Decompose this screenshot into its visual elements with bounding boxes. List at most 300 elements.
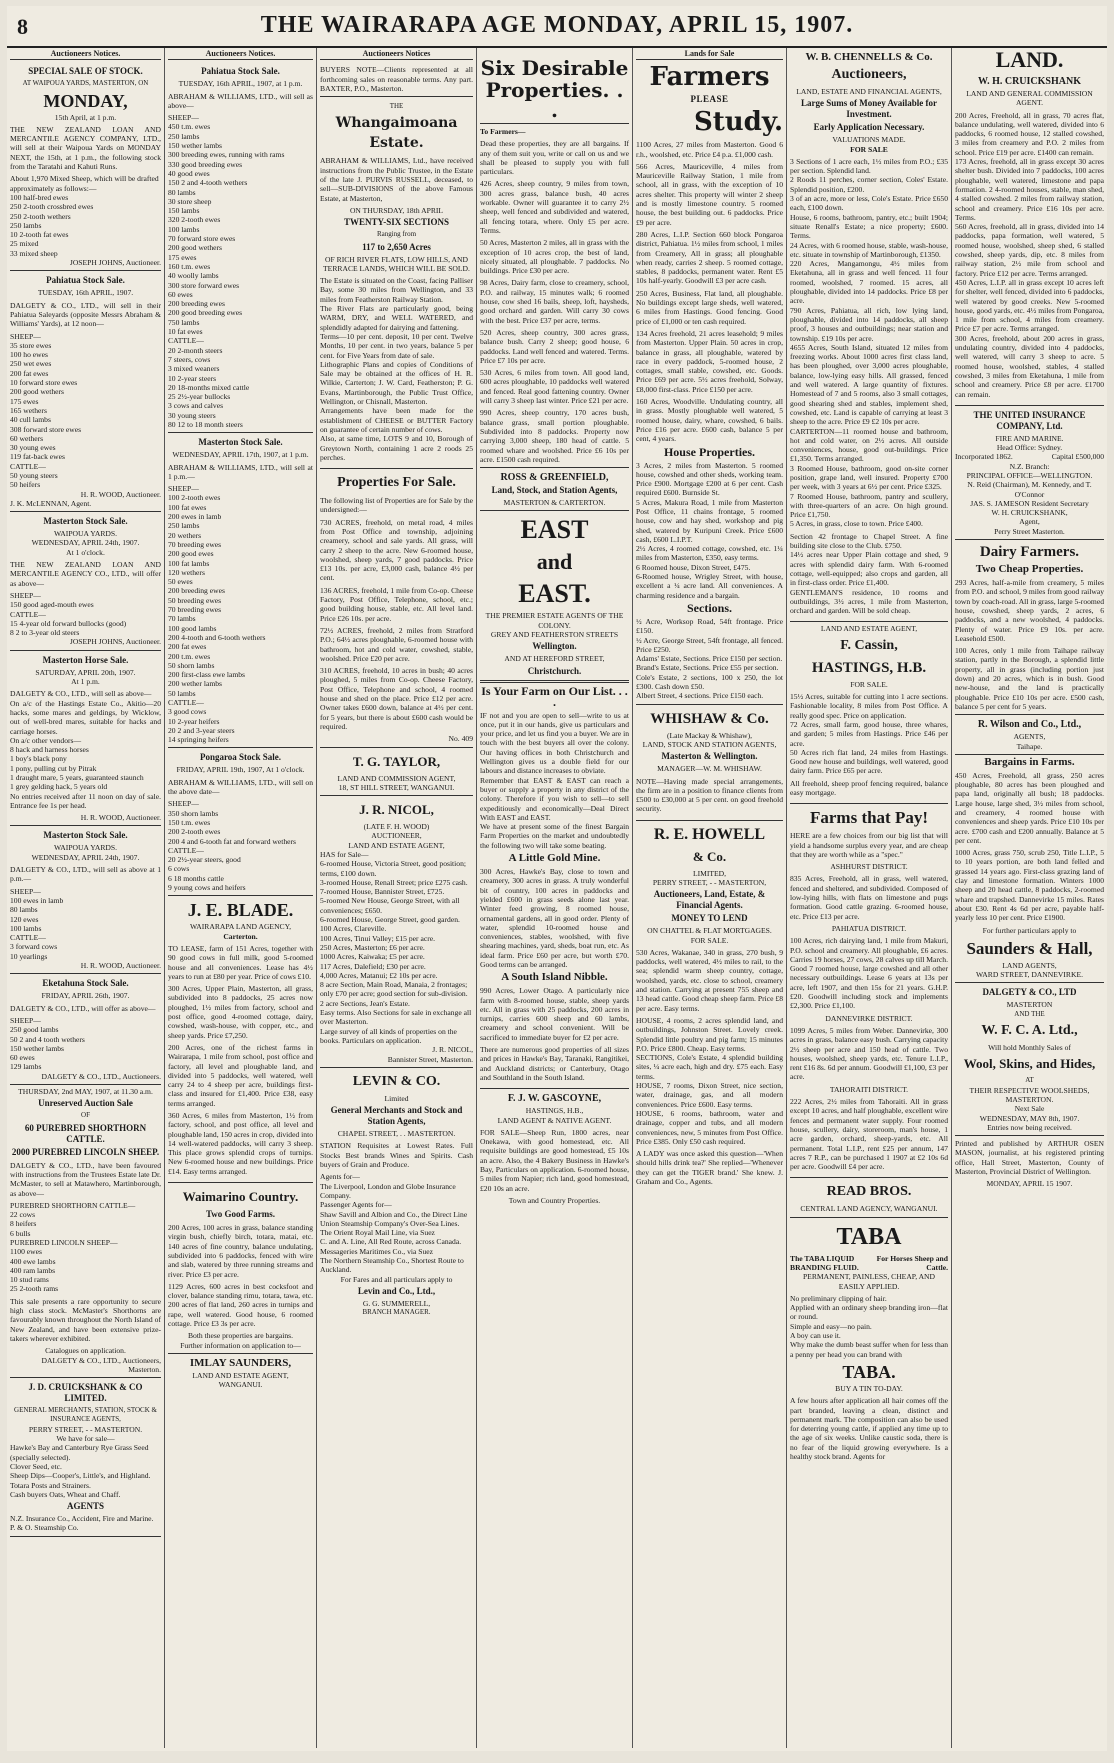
east-title: EAST. [518,579,591,609]
listing: TO LEASE, farm of 151 Acres, together with 90 good cows in full milk, good 5-roomed house and all conveniences. Lease has 4½ years to run at £80 per year. Price of cows £10. [168,943,313,981]
advert-subtitle: LAND AND ESTATE AGENT, [820,624,918,634]
advert-date: WEDNESDAY, MAY 8th, 1907. [979,1113,1080,1123]
howell-advert [636,821,783,1193]
imprint-date: MONDAY, APRIL 15 1907. [986,1179,1073,1189]
advert-and: AND THE [1014,1009,1045,1018]
east-premier: THE PREMIER ESTATE AGENTS OF THE COLONY. [485,611,624,630]
district-name: PAHIATUA DISTRICT. [831,923,907,933]
advert-title: IMLAY SAUNDERS, [189,1356,292,1369]
advert-title: Waimarino Country. [182,1189,299,1205]
advert-number: No. 409 [448,734,473,744]
advert-for-sale: FOR SALE [850,144,888,154]
advert-of: OF RICH RIVER FLATS, LOW HILLS, AND TERRACE LANDS, WHICH WILL BE SOLD. [323,254,470,273]
farmers-title: Farmers [649,62,770,93]
advert-place: Masterton & Wellington. [661,751,758,762]
advert-place: HASTINGS, H.B. [811,659,927,676]
advert-subtitle: (Late Mackay & Whishaw), [666,730,753,740]
advert-title: WHISHAW & Co. [650,710,769,727]
district-name: ASHHURST DISTRICT. [830,862,908,872]
advert-title: Six Desirable [480,56,629,80]
advert-subtitle: FIRE AND MARINE. [995,433,1064,443]
advert-secretary: JAS. S. JAMESON Resident Secretary [970,498,1089,508]
notice-title: Eketahuna Stock Sale. [42,978,129,989]
notice-date: WEDNESDAY, APRIL 24th, 1907. [31,852,140,862]
imprint: Printed and published by ARTHUR OSEN MASON, journalist, at his registered printing office, Hall Street, Masterton, County of Masterton, Provincial District of Wellington. [955,1139,1104,1177]
listing: 530 Acres, Wakanae, 340 in grass, 270 bush, 9 paddocks, well watered, 4½ miles to rail, to the sea; splendid warm sheep country, cottage, woolshed, yards, etc. close to school, creamery and station. Carrying at present 755 sheep and 13 head cattle. Good cheap sheep farm. Price £8 per acre. Easy terms. [636,947,783,1013]
advert-agent: W. H. CRUICKSHANK, [991,508,1068,518]
advert-listings: 15½ Acres, suitable for cutting into 1 acre sections. Fashionable locality, 8 miles from Post Office. A really good spec. Price on application. 72 Acres, small farm, good house, three whares, and garden; 5 miles from Hastings. Price £46 per acre. 50 Acres rich flat land, 24 miles from Hastings. Good new house and buildings, well watered, good dairy farm. Price £65 per acre. [790,692,948,776]
advert-title: Properties For Sale. [337,475,456,491]
blade-advert [168,896,313,1183]
pahiatua-sale-notice [10,271,161,512]
advert-capital: Capital £500,000 [1051,452,1104,462]
listing: 426 Acres, sheep country, 9 miles from town, 300 acres grass, balance bush, 40 acres workable. Owner will guarantee it to carry 2½ sheep, well fenced and subdivided and watered, all fencing totara, where. Only £5 per acre. Terms. [480,179,629,235]
advert-lines: Shaw Savill and Albion and Co., the Direct Line Union Steamship Company's Over-Sea Lines. The Orient Royal Mail Line, via Suez C. and A. Line, All Red Route, across Canada. Messageries Maritimes Co., via Suez The Northern Steamship Co., Shortest Route to Auckland. [320,1209,468,1275]
listing: 1000 Acres, grass 750, scrub 250, Title L.I.P., 5 to 10 years portion, are both land felled and grassed 14 years ago. First-class grazing land of clay and limestone formation. Winters 1000 sheep and 20 head cattle, 8 paddocks, 2-roomed whare and trapshed. Dannevirke 15 miles. Rates about £30. Rent 4s 6d per acre, payable half-yearly less 10 per cent. Price £1900. [955,848,1104,923]
advert-items: 6-roomed House, Victoria Street, good position; terms, £100 down. 3-roomed House, Renall Street; price £275 cash. 7-roomed House, Bannister Street, £725. 5-roomed New House, George Street, with all conveniences; £650. 6-roomed House, George Street, good garden. 100 Acres, Clareville. 100 Acres, Tinui Valley; £15 per acre. 250 Acres, Masterton; £6 per acre. 1000 Acres, Kaiwaka; £5 per acre. 117 Acres, Dalefield; £30 per acre. 4,000 Acres, Matanui; £2 10s per acre. 8 acre Section, Main Road, Manaia, 2 frontages; only £70 per acre; good section for sub-division. 2 acre Sections, Jean's Estate. Easy terms. Also Sections for sale in exchange all over Masterton. Large survey of all kinds of properties on the books. Particulars on application. [320,859,472,1045]
listing: 293 Acres, half-a-mile from creamery, 5 miles from P.O. and school, 9 miles from good railway town by coach-road. All in grass, large 5-roomed house, cowshed, sheep yards, 2 acres, 6 paddocks, and a new woolshed, 4 paddocks. Plenty of water. Price £9 10s. per acre. Leasehold £500. [955,578,1104,643]
district-name: DANNEVIRKE DISTRICT. [825,1013,913,1023]
advert-listings: Section 42 frontage to Chapel Street. A fine building site close to the Club. £750. 14½ acres near Upper Plain cottage and shed, 9 acres with splendid dairy farm. With 6-roomed cottage, well-equipped; also crops and garden, all in first-class order. Price £1,400. GENTLEMAN'S residence, 10 rooms and outbuildings, 3½ acres, 1 mile from Masterton, orchard and garden. Will be sold cheap. [790,531,948,616]
listing: 1129 Acres, 600 acres in best cocksfoot and clover, balance standing rimu, totara, tawa, etc. 200 acres of flat land, 260 acres in turnips and rape, well watered. Good house, 6 roomed cottage. Price £3 3s per acre. [168,1281,313,1329]
notice-body: ABRAHAM & WILLIAMS, LTD., will sell on the above date— [168,777,313,797]
east-closing: There are numerous good properties of all sizes and prices in Hawke's Bay, Taranaki, Rangitikei, and Auckland districts; or Canterbury, Otago and Southland in the South Island. [480,1045,629,1082]
advert-manager-title: BRANCH MANAGER. [362,1308,431,1317]
advert-body: ABRAHAM & WILLIAMS, Ltd., have received instructions from the Public Trustee, in the Estate of the late J. PURVIS RUSSELL, deceased, to sell—SUB-DIVISIONS of the above Famous Estate, at Masterton, [320,156,473,203]
advert-subtitle: LAND AGENT & NATIVE AGENT. [497,1115,612,1125]
listing: 250 Acres, Business, Flat land, all ploughable. No buildings except large sheds, well watered, 6 miles from Hastings. Good fencing. Good price of £1,000 or ten cash required. [636,288,783,326]
notice-items: SHEEP— 100 2-tooth ewes 100 fat ewes 200 ewes in lamb 250 lambs 20 wethers 70 breeding ewes 200 good ewes 100 fat lambs 120 wethers 50 ewes 200 breeding ewes 50 breeding ewes 70 breeding ewes 70 lambs 100 good lambs 200 4-tooth and 6-tooth wethers 200 fat ewes 200 t.m. ewes 50 shorn lambs 200 first-class ewe lambs 200 wether lambs 50 lambs CATTLE— 3 good cows 10 2-year heifers 20 2 and 3-year steers 14 springing heifers [168,484,266,745]
advert-manager: MANAGER—W. M. WHISHAW. [657,764,762,774]
advert-title: Farms that Pay! [809,808,929,828]
taba-right: For Horses Sheep and Cattle. [876,1253,948,1272]
notice-signature: H. R. WOOD, Auctioneer. [80,489,161,499]
notice-signature: H. R. WOOD, Auctioneer. [80,813,161,823]
advert-at: AT [1025,1076,1034,1085]
notice-place: WAIPOUA YARDS. [53,843,117,853]
listing: 72½ ACRES, freehold, 2 miles from Stratford P.O.; 64½ acres ploughable, 6-roomed house with bathroom, hot and cold water, cowshed, stable, woolshed. Price £20 per acre. [320,625,473,663]
notice-body: DALGETY & CO., LTD., have been favoured with instructions from the Trustees Estate late Dr. McMaster, to sell at Matawhero, Martinborough, as above— [10,1160,161,1198]
bargains-title: Bargains in Farms. [984,755,1075,768]
advert-principal: PRINCIPAL OFFICE—WELLINGTON. [966,470,1093,480]
notice-title: Masterton Stock Sale. [43,516,128,527]
notice-body: DALGETY & CO., LTD., will sell in their Pahiatua Saleyards (opposite Messrs Abraham & Williams' Yards), at 12 noon— [10,300,161,329]
advert-to-farmers: To Farmers— [480,127,526,136]
advert-subtitle: AGENTS, [1013,732,1046,742]
east-place: Wellington. [532,641,577,652]
listing: 100 Acres, only 1 mile from Taihape railway station, partly in the Borough, a splendid little property, all in grass (including portion just down) and 20 acres, which is in bush. Good new-house, and the land is practically ploughable. Price £10 10s per acre. £500 cash, balance 5 per cent for 5 years. [955,646,1104,711]
advert-intro: Dead these properties, they are all bargains. If any of them suit you, write or call on us and we shall be pleased to supply you with full particulars. [480,139,629,177]
advert-title: J. E. BLADE. [187,900,294,921]
nicol-advert [320,796,473,1068]
advert-title: Saunders & Hall, [966,938,1093,958]
advert-listings: 3 Sections of 1 acre each, 1½ miles from P.O.; £35 per section. Splendid land. 2 Roods 11 perches, corner section, Coles' Estate. Splendid position, £200. 3 of an acre, more or less, Cole's Estate. Price £650 each, £100 down. House, 6 rooms, bathroom, pantry, etc.; built 1904; situate Renall's Estate; a nice property; £600. Terms. 24 Acres, with 6 roomed house, stable, wash-house, etc. situate in township of Martinborough, £1350. 220 Acres, Mangamongu, 4½ miles from Eketahuna, all in grass and well fenced. 11 four roomed, woolshed, 7 roomed. 15 acres, all ploughable, divided into 14 paddocks. Price £8 per acre. 790 Acres, Pahiatua, all rich, low lying land, ploughable, divided into 14 paddocks, all sheep proof, 3 houses and outbuildings; near station and township. £19 10s per acre. 4655 Acres, South Island, situated 12 miles from freezing works. About 1000 acres first class land, has been ploughed, over 3,000 acres ploughable, balance, low-lying easy hills. All grassed, fenced and well watered. A large quantity of fixtures. Homestead of 7 and 5 rooms, also 3 small cottages, good shearing shed and stables, implement shed, cowshed, etc. Land is capable of carrying at least 3 sheep to the acre. Price £9 £2 10s per acre. CARTERTON—11 roomed house and bathroom, hot and cold water, on 2½ acres. All outside conveniences, house, good out-buildings. Price £1,350. Terms arranged. 3 Roomed House, bathroom, good on-site corner position, grape land, well insured. Property £700 per week, with 3 years at 6½ per cent. Price £325. 7 Roomed House, bathroom, pantry and scullery, with three-quarters of an acre. On high ground. Price £1,750. 5 Acres, in grass, close to town. Price £400. [790,156,948,529]
advert-place: Carterton. [223,931,258,941]
advert-place: MASTERTON [1006,1000,1053,1010]
advert-for-sale: FOR SALE. [850,679,888,689]
nibble-title: A South Island Nibble. [501,971,608,984]
notice-date: FRIDAY, APRIL 19th, 1907, At 1 o'clock. [176,765,305,775]
listing: 566 Acres, Mauriceville, 4 miles from Mauriceville Railway Station, 1 mile from school, all in grass, with the exception of 10 acres shelter. This property will winter 2 sheep and is mostly limestone country. 5 roomed house, the best building out. 6 paddocks. Price £9 per acre. [636,161,783,227]
advert-agents-for: Agents for— [320,1172,360,1182]
listing: 450 Acres, Freehold, all grass, 250 acres ploughable, 80 acres has been ploughed and papa land, originally all bush; 18 paddocks. Large house, large shed, 3½ miles from school, and creamery, 4 roomed house with conveniences and sheep yards. Price £10 10s per acre. £700 cash and £200 annually. Balance at 5 per cent. [955,770,1104,845]
notice-items: SHEEP— 35 store ewes 100 ho ewes 250 wet ewes 200 fat ewes 10 forward store ewes 200 good wethers 175 ewes 165 wethers 40 cull lambs 308 forward store ewes 60 wethers 30 young ewes 119 fat-back ewes CATTLE— 50 young steers 50 heifers [10,331,82,490]
advert-subtitle: WAIRARAPA LAND AGENCY, [189,922,292,932]
notice-title: Masterton Horse Sale. [42,654,129,665]
advert-place: Taihape. [1016,741,1043,751]
notice-title: SPECIAL SALE OF STOCK. [28,66,143,77]
listing: 1099 Acres, 5 miles from Weber. Dannevirke, 300 acres in grass, balance easy bush. Carrying capacity 2½ sheep per acre and 150 head of cattle. Two houses, woolshed, sheep yards, etc. Tenure L.I.P., rent £16 8s. 6d per annum. Goodwill £1,100, £3 per acre. [790,1025,948,1082]
advert-details: The Estate is situated on the Coast, facing Palliser Bay, some 30 miles from Wellington, and 33 miles from Featherston Railway Station. The River Flats are particularly good, being WARM, DRY, and WELL WATERED, and splendidly adapted for dairying and fattening. Terms—10 per cent. deposit, 10 per cent. Twelve Months, 10 per cent. in two years, balance 5 per cent. for Five Years from date of sale. Lithographic Plans and copies of Conditions of Sale may be obtained at the offices of H. R. Wilkie, Carterton; J. W. Card, Featherston; P. G. Evans, Martinborough, the Public Trust Office, Wellington, or Chisnall, Masterton. Arrangements have been made for the establishment of CHEESE or BUTTER Factory on guarantee of certain number of cows. Also, at same time, LOTS 9 and 10, Borough of Greytown North, containing 1 acre 2 roods 25 perches. [320,276,473,462]
advert-subtitle: LAND AND ESTATE AGENT, [348,840,445,850]
advert-money: MONEY TO LEND [671,913,748,924]
listing: 360 Acres, 6 miles from Masterton, 1½ from factory, school, and post office, all level and ploughable land, 150 acres in crop, divided into 14 well-watered paddocks, will carry 3 sheep. This place grows splendid crops of turnips. New 6-roomed house and new buildings. Price £14. Easy terms arranged. [168,1110,313,1176]
section-listings: ½ Acre, Worksop Road, 54ft frontage. Price £150. ½ Acre, George Street, 54ft frontage, all fenced. Price £250. Adams' Estate, Sections. Price £150 per section. Brand's Estate, Sections. Price £55 per section. Cole's Estate, 2 sections, 100 x 250, the lot £300. Cash down £50. Albert Street, 4 sections. Price £150 each. [636,616,783,701]
notice-date: WEDNESDAY, APRIL 17th, 1907, at 1 p.m. [172,450,309,460]
advert-subtitle: LAND AND COMMISSION AGENT, [337,773,456,783]
gascoyne-advert [480,1089,629,1208]
advert-subtitle: AUCTIONEER, [371,831,422,841]
please-title: PLEASE [690,94,729,105]
advert-subtitle: Auctioneers, [831,67,907,82]
notice-items: PUREBRED SHORTHORN CATTLE— 22 cows 8 heifers 6 bulls PUREBRED LINCOLN SHEEP— 1100 ewes 400 ewe lambs 400 ram lambs 10 stud rams 25 2-tooth rams [10,1200,136,1294]
wilson-advert [955,714,1104,755]
taba-left: The TABA LIQUID BRANDING FLUID. [790,1253,859,1272]
study-title: Study. [693,107,783,138]
advert-directors: N. Reid (Chairman), M. Kennedy, and T. O'Connor [967,480,1092,499]
further-particulars: For further particulars apply to [982,925,1077,935]
masterton-sale-notice [168,433,313,748]
notice-title: Masterton Stock Sale. [43,830,128,841]
advert-limited: LIMITED, [692,868,727,878]
advert-branch: N.Z. Branch: [1009,461,1050,471]
listing: 200 Acres, one of the richest farms in Wairarapa, 1 mile from school, post office and factory, all level and ploughable land, and divided into 5 paddocks, well watered, well carry 24 to 4 sheep per acre, buildings first-class and insured for £1,400. Price £38, easy terms arranged. [168,1042,313,1108]
notice-catalogues: Catalogues on application. [45,1346,126,1356]
advert-for-sale: FOR SALE. [690,935,729,945]
waimarino-advert [168,1183,313,1354]
advert-title: THE UNITED INSURANCE COMPANY, Ltd. [973,409,1086,431]
district-name: TAHORAITI DISTRICT. [829,1084,909,1094]
notice-title: Masterton Stock Sale. [198,437,283,448]
masterton-sale-notice [10,512,161,651]
taylor-advert [320,748,473,797]
advert-subtitle: (LATE F. H. WOOD) [363,822,430,832]
advert-money-sub: ON CHATTEL & FLAT MORTGAGES. [647,926,772,936]
notice-title: Pahiatua Stock Sale. [46,275,125,286]
taba-title: TABA [836,1223,902,1250]
notice-title: Pahiatua Stock Sale. [201,66,280,77]
advert-subtitle: Land, Stock, and Station Agents, [491,485,618,496]
read-advert [790,1178,948,1217]
notice-line: 2000 PUREBRED LINCOLN SHEEP. [11,1146,160,1157]
east-list-body: IF not and you are open to sell—write to us at once, put it in our hands, give us particulars and your price, and let us find you a buyer. We are in touch with the best buyers all over the colony. Our having offices in both Christchurch and Wellington gives us a double field for our labours and distance increases to obviate. Remember that EAST & EAST can reach a buyer or supply a property in any district of the colony. Therefore if you wish to sell—to sell expeditiously and economically—Deal Direct With EAST and EAST. We have at present some of the finest Bargain Farm Properties on the market and undoubtedly the following two will take some beating. [480,710,629,850]
advert-for-sale: We have for sale— [56,1434,115,1444]
cruickshank-advert [10,1378,161,1537]
advert-place: MASTERTON. [1005,1094,1054,1104]
taba-body: No preliminary clipping of hair. Applied with an ordinary sheep branding iron—flat or round. Simple and easy—no pain. A boy can use it. Why make the dumb beast suffer when for less than a penny per head you can brand with [790,1293,948,1359]
notice-time: At 1 p.m. [71,677,100,687]
united-insurance-advert [955,406,1104,540]
farms-pay-advert [790,804,948,1178]
advert-subtitle: Auctioneers, Land, Estate, & Financial Agents. [653,889,766,911]
notice-date: SATURDAY, APRIL 20th, 1907. [35,667,136,677]
advert-title: W. B. CHENNELLS & Co. [805,51,933,63]
notice-items: SHEEP— 250 good lambs 50 2 and 4 tooth wethers 150 wether lambs 60 ewes 129 lambs [10,1015,85,1072]
masterton-sale-notice-2 [10,826,161,974]
notice-day: MONDAY, [43,90,128,111]
advert-entries: Entries now being received. [987,1122,1072,1132]
notice-line: 60 PUREBRED SHORTHORN CATTLE. [24,1122,147,1144]
advert-note: NOTE—Having made special arrangements, the firm are in a position to finance clients from £500 to £30,000 at 5 per cent. on good freehold security. [636,776,783,814]
advert-title: DALGETY & CO., LTD [982,987,1077,998]
dalgety-wool-advert [955,983,1104,1136]
levin-advert [320,1068,473,1321]
listing: 100 Acres, rich dairying land, 1 mile from Makuri, P.O. school and creamery. All ploughable, £6 acres. Carries 19 horses, 27 cows, 28 calves up till March. Good 7 roomed house, large cowshed and all other necessary outbuildings. Lease 6 years at 13s per acre, left 1907, and then 15s for 21 years. G.H.P. £20. Goodwill including stock and implements £2,300. Price £1,100. [790,936,948,1011]
section-header: Auctioneers Notices. [10,48,161,60]
column-5 [633,48,787,1748]
advert-agents-title: AGENTS [66,1501,104,1512]
advert-limited: Limited [384,1093,409,1103]
advert-head-office: Head Office: Sydney. [996,443,1063,453]
notice-items: About 1,970 Mixed Sheep, which will be drafted approximately as follows:— 100 half-bred ewes 250 2-tooth crossbred ewes 250 2-tooth wethers 250 lambs 10 2-tooth fat ewes 25 mixed 33 mixed sheep [10,174,159,258]
properties-advert [320,469,473,747]
advert-body: FOR SALE—Sheep Run, 1800 acres, near Onekawa, with good homestead, etc. All requisite buildings are good homestead, £5 10s an acre. Also, the 4 Bakery Business in Hawke's Bay, Particulars on application. 6-roomed house, 5 miles from Napier; rich land, good homestead, £20 10s an acre. [480,1127,629,1193]
notice-date: 15th April, at 1 p.m. [54,112,117,122]
advert-address: PERRY STREET, - - MASTERTON, [652,878,767,887]
listing: 50 Acres, Masterton 2 miles, all in grass with the exception of 10 acres crop, the best of land, nicely situated, all ploughable. 7 paddocks. No buildings. Price £30 per acre. [480,238,629,276]
notice-signature: H. R. WOOD, Auctioneer. [80,961,161,971]
listing: 160 Acres, Woodville. Undulating country, all in grass. Mostly ploughable well watered, 5 roomed house, dairy, whare, cowshed, 6 bails. Price £16 per acre. £600 cash, balance 5 per cent, 4 years. [636,397,783,444]
pahiatua-sale-notice [168,62,313,433]
advert-co: & Co. [692,848,727,864]
advert-wfca: W. F. C. A. Ltd., [981,1023,1078,1039]
advert-title: ROSS & GREENFIELD, [500,472,609,484]
section-header: Auctioneers Notices [320,48,473,60]
taba-buy: BUY A TIN TO-DAY. [835,1383,903,1393]
east-and: and [536,549,573,575]
section-header: Auctioneers Notices. [168,48,313,60]
cassin-advert [790,622,948,804]
advert-subtitle: CENTRAL LAND AGENCY, WANGANUI. [800,1204,938,1214]
advert-will-hold: Will hold Monthly Sales of [988,1043,1071,1053]
column-7 [952,48,1107,1748]
advert-title: R. Wilson and Co., Ltd., [977,719,1082,731]
imlay-advert [168,1354,313,1393]
east-place: Christchurch. [527,665,582,676]
listing: 222 Acres, 2½ miles from Tahoraiti. All in grass except 10 acres, and half ploughable, excellent wire fences and permanent water supply. Four roomed house, scullery, dairy, storeroom, man's house, 1 acre garden, orchard, sheep-yards, etc. All permanent. Total L.I.P., rent £25 per annum, 147 acres 7 R.P., can be purchased 1 1907 at £2 10s 6d per acre. Goodwill £4 per acre. [790,1097,948,1172]
advert-address: 18, ST HILL STREET, WANGANUI. [338,782,455,792]
advert-next: Next Sale [1014,1104,1045,1114]
page-number: 8 [17,14,28,39]
advert-address: Bannister Street, Masterton. [387,1054,473,1064]
notice-body: DALGETY & CO., LTD., will sell as above— On a/c of the Hastings Estate Co., Akitio—20 hacks, some mares and geldings, by Wicklow, out of well-bred mares, suitable for hacks and carriage horses. On a/c other vendors— 8 hack and harness horses 1 boy's black pony 1 pony, pulling cut by Pitrak 1 draught mare, 5 years, guaranteed staunch 1 grey gelding hack, 5 years old No entries received after 11 noon on day of sale. Entrance fee 1s per head. [10,689,161,810]
advert-address: PERRY STREET, - - MASTERTON. [28,1424,143,1434]
taba-footer: A few hours after application all hair comes off the part branded, leaving a clean, distinct and permanent mark. The composition can also be used for deterring young cattle, if applied any time up to the age of six weeks. Unlike caustic soda, there is no fear of the liquid growing everywhere. Is a healthy stock brand. Agents for [790,1396,948,1462]
advert-listings: 200 Acres, Freehold, all in grass, 70 acres flat, balance undulating, well watered, divided into 6 paddocks, 6 roomed house, 12 stalled cowshed, 3 miles from creamery and P.O. 2 miles from school. Price £19 per acre. £1400 can remain. 173 Acres, freehold, all in grass except 30 acres shelter bush. Divided into 7 paddocks, 100 acres ploughable, well watered, limestone and papa formation. 2 4-roomed houses, stable, man shed, 4 stalled cowshed. 2 miles from railway station, school and creamery. Price £16 10s per acre. Terms. 560 Acres, freehold, all in grass, divided into 14 paddocks, papa formation, well watered, 5 roomed house, woolshed, sheep shed, 6 stalled cowshed, sheep yards, dip, etc. 8 miles from railway station, 2½ mile from school and factory. Price £12 per acre. Terms arranged. 450 Acres, L.I.P. all in grass except 10 acres left for shelter, well fenced, divided into 6 paddocks, well watered by good creeks. New 5-roomed house, good yards, etc. 4½ miles from Pongaroa, 1 mile from school, 4 miles from creamery. Price £7 per acre. Terms arranged. 300 Acres, freehold, about 200 acres in grass, undulating country, divided into 4 paddocks, well watered, will carry 3 sheep to acre. 5 roomed house, woolshed, stables, 4 stalled cowshed, 3 miles from Eketahuna, 1 mile from school and creamery. Price £8 per acre. £1700 can remain. [955,110,1104,399]
advert-acres: 117 to 2,650 Acres [362,241,431,252]
column-6 [787,48,952,1748]
newspaper-page [7,6,1107,1751]
whishaw-advert [636,704,783,821]
advert-place: MASTERTON & CARTERTON. [503,498,606,508]
advert-subtitle: LAND AND GENERAL COMMISSION AGENT. [966,89,1093,108]
pongaroa-sale-notice [168,748,313,896]
newspaper-title: THE WAIRARAPA AGE MONDAY, APRIL 15, 1907. [260,12,854,38]
sections-title: Sections. [687,600,732,615]
listing: 310 ACRES, freehold, 10 acres in bush; 40 acres ploughed, 5 miles from Co-op. Cheese Factory, Post Office, Telephone and school, 4 roomed house and shed on the place. Price £12 per acre. Owner takes £600 down, balance at 4½ per cent. for 5 years, but there is about £600 cash would be required. [320,666,473,731]
notice-time: At 1 o'clock. [66,547,105,557]
advert-title: W. H. CRUICKSHANK [978,76,1081,87]
notice-date: TUESDAY, 16th APRIL, 1907. [37,288,134,298]
estate-name: Whangaimoana Estate. [335,115,458,152]
taba-title-2: TABA. [842,1361,896,1382]
advert-address: WARD STREET, DANNEVIRKE. [975,970,1083,980]
notice-signature: DALGETY & CO., LTD., Auctioneers, Masterton. [41,1355,161,1374]
column-4 [477,48,633,1748]
advert-title: T. G. TAYLOR, [352,753,441,769]
advert-early: Early Application Necessary. [813,122,925,133]
advert-further: Further information on application to— [180,1340,301,1350]
estate-advert [320,100,473,469]
taba-advert [790,1218,948,1468]
advert-intro: HERE are a few choices from our big list that will yield a handsome surplus every year, and are cheap that they are worth while as a "spec." [790,831,948,859]
land-title: LAND. [995,48,1064,72]
column-2 [165,48,317,1748]
advert-tea: A LADY was once asked this question—'When should hills drink tea?' She replied—'Whenever they can get the TIGER brand.' She knew. J. Graham and Co., Agents. [636,1149,783,1187]
advert-intro: The following list of Properties are for Sale by the undersigned:— [320,496,473,515]
advert-title: J. D. CRUICKSHANK & CO LIMITED. [28,1382,143,1404]
notice-body: THE NEW ZEALAND LOAN AND MERCANTILE AGENCY CO., LTD., will offer as above— [10,560,161,588]
taba-bullets: PERMANENT, PAINLESS, CHEAP, AND EASILY APPLIED. [802,1272,936,1291]
advert-manager-name: G. G. SUMMERELL, [362,1298,431,1308]
listing: 530 Acres, 6 miles from town. All good land, 600 acres ploughable, 10 paddocks well watered and fenced. Real good fattening country. Owner will carry 3 sheep last winter. Price £21 per acre. [480,368,629,406]
advert-incorporation [955,452,1104,461]
advert-place: WANGANUI. [218,1380,263,1390]
cheap-title: Two Cheap Properties. [975,563,1084,576]
notice-title: Pongaroa Stock Sale. [199,752,282,763]
special-sale-notice [10,62,161,271]
house-listings: HOUSE, 4 rooms, 2 acres splendid land, and outbuildings, Johnston Street. Lovely creek. Splendid little poultry and pig farm; 15 minutes P.O. Price £800. Cheap. Easy terms. SECTIONS, Cole's Estate, 4 splendid building sites, ¼ acre each, high and dry. £75 each. Easy terms. HOUSE, 7 rooms, Dixon Street, nice section, water, drainage, gas, and all modern conveniences. Price £600. Easy terms. HOUSE, 6 rooms, bathroom, water and drainage, copper and tubs, and all modern conveniences, new, 5 minutes from Post Office. Price £385. Only £50 cash required. [636,1015,783,1146]
advert-title: R. E. HOWELL [653,825,766,843]
listing: 300 Acres, Upper Plain, Masterton, all grass, subdivided into 8 paddocks, 25 acres now ploughed, 1½ miles from factory, school and post office, good 4-roomed cottage, dairy, cowshed, wash-house, with copper, etc., and sheep yards. Price £7,250. [168,984,313,1040]
advert-valuations: VALUATIONS MADE. [832,135,906,145]
listing: 990 Acres, Lower Otago. A particularly nice farm with 8-roomed house, stable, sheep yards etc. All in grass with 25 paddocks, 200 acres in turnips, carries 600 sheep and 60 lambs, creamery and school convenient. Will be sacrificed to immediate buyer for £2 per acre. [480,986,629,1042]
advert-subtitle: HAS for Sale— [320,850,369,859]
notice-items: SHEEP— 450 t.m. ewes 250 lambs 150 wether lambs 300 breeding ewes, running with rams 330 good breeding ewes 40 good ewes 150 2 and 4-tooth wethers 80 lambs 30 store sheep 150 lambs 320 2-tooth ewes 100 lambs 70 forward store ewes 200 good wethers 175 ewes 160 t.m. ewes 40 woolly lambs 300 store forward ewes 60 ewes 200 breeding ewes 200 good breeding ewes 750 lambs 10 fat ewes CATTLE— 20 2-month steers 7 steers, cows 3 mixed weaners 10 2-year steers 20 18-months mixed cattle 25 2½-year bullocks 3 cows and calves 30 young steers 80 12 to 18 month steers [168,113,285,429]
listing: 136 ACRES, freehold, 1 mile from Co-op. Cheese Factory, Post Office, Telephone, school, etc.; good building house, stable, etc. All level land. Price £26 10s. per acre. [320,585,473,623]
advert-agents: The Liverpool, London and Globe Insurance Company. [320,1181,456,1200]
saunders-advert [955,935,1104,984]
gold-mine-title: A Little Gold Mine. [508,852,601,865]
east-address: GREY AND FEATHERSTON STREETS [490,629,619,639]
house-listings: 3 Acres, 2 miles from Masterton. 5 roomed house, cowshed and other sheds, working team. Price £900. Mortgage £200 at 6 per cent. Cash required £600. Burnside St. 5 Acres, Makura Road, 1 mile from Masterton Post Office, 11 chains frontage, 5 roomed house, cow and hay shed, workshop and pig shed, watered by Kuripuni Creek. Price £600 cash, £600 L.I.P.T. 2½ Acres, 4 roomed cottage, cowshed, etc. 1¼ miles from Masterton, £350, easy terms. 6 Roomed house, Dixon Street, £475. 6-Roomed house, Wrigley Street, with house, excellent a ¼ acre land. All conveniences. A charming residence and a bargain. [636,460,783,600]
advert-footer: Town and Country Properties. [508,1195,601,1205]
notice-items: SHEEP— 350 shorn lambs 150 t.m. ewes 200 2-tooth ewes 200 4 and 6-tooth fat and forward wethers CATTLE— 20 2½-year steers, good 6 cows 6 18 months cattle 9 young cows and heifers [168,799,296,893]
notice-of: OF [81,1111,90,1120]
columns [7,48,1107,1748]
east-advert [480,511,629,1089]
advert-passenger: Passenger Agents for— [320,1200,392,1210]
advert-incorporated: Incorporated 1862. [955,452,1013,462]
listing: 1100 Acres, 27 miles from Masterton. Good 6 r.h., woolshed, etc. Price £4 p.a. £1,000 cash. [636,140,783,159]
taba-subtitles [790,1254,948,1273]
advert-fares: For Fares and all particulars apply to [340,1274,453,1284]
eketahuna-sale-notice [10,974,161,1085]
notice-note: This sale presents a rare opportunity to secure high class stock. McMaster's Shorthorns are favourably known throughout the North Island of New Zealand, and have been extensive prize-takers wherever exhibited. [10,1296,161,1343]
notice-body: THE NEW ZEALAND LOAN AND MERCANTILE AGENCY COMPANY, LTD., will sell at their Waipoua Yards on MONDAY NEXT, the 15th, at 1 p.m., the following stock from the Taratahi and Kahuti Runs. [10,124,161,172]
advert-line: LAND, ESTATE AND FINANCIAL AGENTS, [796,87,942,96]
notice-body: ABRAHAM & WILLIAMS, LTD., will sell as above— [168,91,313,110]
notice-place: WAIPOUA YARDS. [53,529,117,539]
listing: 200 Acres, 100 acres in grass, balance standing virgin bush, chiefly birch, totara, matai, etc. 140 acres of fine country, balance undulating, subdivided into 6 paddocks, fenced with wire and slab, watered by three running streams and river. Price £3 per acre. [168,1223,313,1279]
advert-note: All freehold, sheep proof fencing required, balance easy mortgage. [790,778,948,797]
notice-body: ABRAHAM & WILLIAMS, LTD., will sell at 1 p.m.— [168,462,313,481]
notice-items: SHEEP— 100 ewes in lamb 80 lambs 120 ewes 100 lambs CATTLE— 3 forward cows 10 yearlings [10,886,64,961]
notice-date: WEDNESDAY, APRIL 24th, 1907. [31,538,140,548]
advert-items: Hawke's Bay and Canterbury Rye Grass Seed (specially selected). Clover Seed, etc. Sheep Dips—Cooper's, Little's, and Highland. Totara Posts and Strainers. Cash buyers Oats, Wheat and Chaff. [10,1443,151,1499]
advert-date: ON THURSDAY, 18th APRIL [349,205,444,215]
column-1 [7,48,165,1748]
masthead [7,6,1107,48]
notice-body: DALGETY & CO., LTD., will sell as above at 1 p.m.— [10,865,161,884]
notice-date: FRIDAY, APRIL 26th, 1907. [41,991,130,1001]
east-address: AND AT HEREFORD STREET, [504,654,605,664]
chennells-advert [790,48,948,622]
dairy-title: Dairy Farmers. [979,544,1080,561]
advert-title: LEVIN & CO. [352,1073,441,1089]
horse-sale-notice [10,651,161,827]
advert-large-sums: Large Sums of Money Available for Investment. [800,98,938,120]
advert-title: Properties. . . [485,78,624,122]
advert-ranging: Ranging from [376,230,417,239]
listing: 98 Acres, Dairy farm, close to creamery, school, P.O. and railway, 15 minutes walk; 6 roomed house, cow shed 16 bails, sheep, loft, haysheds, good orchard and garden. Will carry 30 cows with the best. Price £37 per acre, terms. [480,278,629,325]
notice-items: SHEEP— 150 good aged-mouth ewes CATTLE— 15 4-year old forward bullocks (good) 8 2 to 3-year old steers [10,590,127,638]
notice-date: THURSDAY, 2nd MAY, 1907, at 11.30 a.m. [18,1087,153,1097]
advert-signoff: Levin and Co., Ltd., [357,1285,436,1296]
advert-subtitle: GENERAL MERCHANTS, STATION, STOCK & INSURANCE AGENTS, [14,1406,157,1424]
section-header: Lands for Sale [636,48,783,60]
cruickshank-land-advert [955,72,1104,406]
listing: 134 Acres freehold, 21 acres leasehold; 9 miles from Masterton. Upper Plain. 50 acres in crop, balance in grass, all ploughable, watered by race in every paddock, 5-roomed house, 2 cottages, small stable, cowshed, etc. Goods. Price £69 per acre. 5½ acres freehold, Solway, £8,000 first-class. Price £150 per acre. [636,328,783,394]
listing: 520 Acres, sheep country, 300 acres grass, balance bush. Carry 2 sheep; good house, 6 paddocks. Land well fenced and watered. Terms. Price £7 10s per acre. [480,327,629,365]
advert-title: F. Cassin, [840,637,898,653]
advert-body: STATION Requisites at Lowest Rates. Full Stocks Best brands Wines and Spirits. Cash buyers of Grain and Produce. [320,1141,473,1170]
advert-place: HASTINGS, H.B., [525,1106,584,1116]
notice-body: DALGETY & CO., LTD., will offer as above— [10,1003,156,1013]
east-list-title: Is Your Farm on Our List. . . . [481,683,628,709]
house-title: House Properties. [663,444,756,459]
listing: 280 Acres, L.I.P. Section 660 block Pongaroa district, Pahiatua. 1½ miles from school, 1 miles from Creamery, All in grass; all ploughable when ready, carries 2 sheep. 5 roomed cottage, stables, 8 paddocks, permanent water. Rent £5 10s half-yearly. Goodwill £3 per acre cash. [636,229,784,286]
ross-advert [480,467,629,511]
advert-sections: TWENTY-SIX SECTIONS [344,217,449,228]
advert-wool: Wool, Skins, and Hides, [963,1056,1096,1072]
notice-date: TUESDAY, 16th APRIL, 1907, at 1 p.m. [178,79,303,89]
listing: 990 Acres, sheep country, 170 acres bush, balance grass, small portion ploughable. Subdivided into 8 paddocks. Property now carrying 3,000 sheep, 180 head of cattle. 5 roomed whare and woolshed. Price £6 10s per acre. £1500 cash required. [480,408,629,464]
advert-line: LAND, STOCK AND STATION AGENTS, [642,739,777,749]
column-3 [317,48,477,1748]
listing: 300 Acres, Hawke's Bay, close to town and creamery, 300 acres in grass. A truly wonderful bit of country, 100 acres in paddocks and yielded £600 in grass seeds alone last year. Winter feed growing, 8 roomed house, ornamental gardens, all in good order. Plenty of water, splendid 10-roomed house and conveniences, stables, woolshed, with five shearing machines, yard, sheds, boat run, etc. As ideal farm. Price £60 per acre, but worth £70. Good terms can be arranged. [480,867,629,969]
notice-signature: JOSEPH JOHNS, Auctioneer. [69,637,161,647]
east-title: EAST [520,515,589,545]
advert-note: Both these properties are bargains. [187,1331,294,1341]
advert-subtitle: General Merchants and Stock and Station Agents, [330,1105,463,1127]
advert-title: F. J. W. GASCOYNE, [507,1093,602,1105]
advert-agents: N.Z. Insurance Co., Accident, Fire and Marine. P. & O. Steamship Co. [10,1514,154,1533]
listing: 730 ACRES, freehold, on metal road, 4 miles from Post Office and township, adjoining creamery, school and sale yards. All grass, will carry 2 sheep to the acre. New 6-roomed house, woolshed, sheep yards, 7 good paddocks. Price £13 10s. per acre, £3,000 cash, balance 4½ per cent. [320,517,473,583]
listing: 835 Acres, Freehold, all in grass, well watered, fenced and sheltered, and subdivided. Composed of low-lying hills, with flats on limestone and pugs formation. Good cattle grazing. 6-roomed house, etc. Price £13 per acre. [790,874,948,921]
advert-address: CHAPEL STREET, . . MASTERTON. [337,1129,456,1139]
notice-agent: J. K. McLENNAN, Agent. [10,498,92,508]
